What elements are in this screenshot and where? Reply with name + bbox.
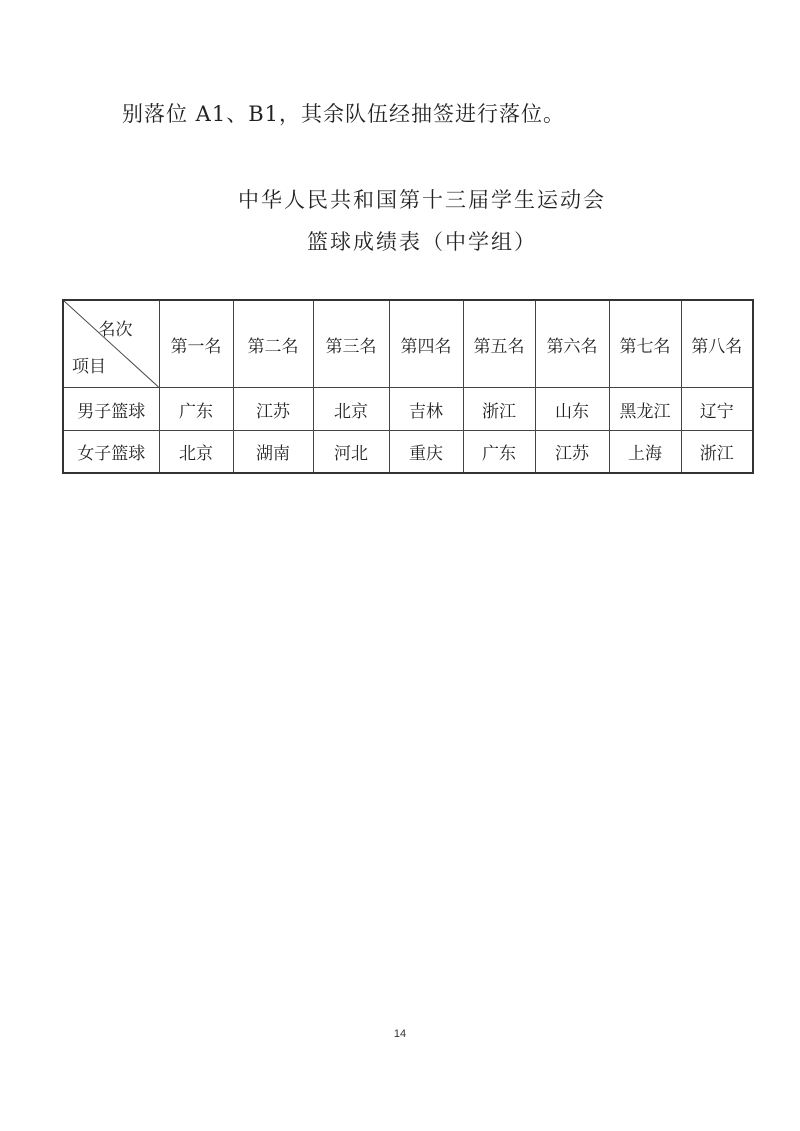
table-cell: 浙江 [681,431,753,474]
table-cell: 广东 [159,388,233,431]
document-subtitle: 篮球成绩表（中学组） [307,230,537,254]
header-row [63,300,753,388]
table-cell: 北京 [313,388,389,431]
rank-header-7: 第七名 [609,300,681,388]
table-cell: 山东 [535,388,609,431]
page-number: 14 [393,1028,407,1040]
table-cell: 上海 [609,431,681,474]
rank-header-6: 第六名 [535,300,609,388]
table-cell: 浙江 [463,388,535,431]
table-row [63,431,753,474]
rank-header-3: 第三名 [313,300,389,388]
rank-header-1: 第一名 [159,300,233,388]
event-cell: 男子篮球 [63,388,159,431]
table-cell: 河北 [313,431,389,474]
corner-header-cell [63,300,159,388]
table-cell: 广东 [463,431,535,474]
rank-header-4: 第四名 [389,300,463,388]
table-cell: 重庆 [389,431,463,474]
table-cell: 湖南 [233,431,313,474]
table-cell: 吉林 [389,388,463,431]
rank-header-5: 第五名 [463,300,535,388]
rank-header-8: 第八名 [681,300,753,388]
event-cell: 女子篮球 [63,431,159,474]
document-title: 中华人民共和国第十三届学生运动会 [238,188,606,212]
intro-paragraph: 别落位 A1、B1，其余队伍经抽签进行落位。 [122,102,565,126]
table-cell: 江苏 [535,431,609,474]
table-cell: 北京 [159,431,233,474]
rank-label: 名次 [98,320,133,340]
table-cell: 辽宁 [681,388,753,431]
event-label: 项目 [72,357,106,377]
results-table [62,299,754,474]
table-row [63,388,753,431]
rank-header-2: 第二名 [233,300,313,388]
table-cell: 黑龙江 [609,388,681,431]
table-cell: 江苏 [233,388,313,431]
